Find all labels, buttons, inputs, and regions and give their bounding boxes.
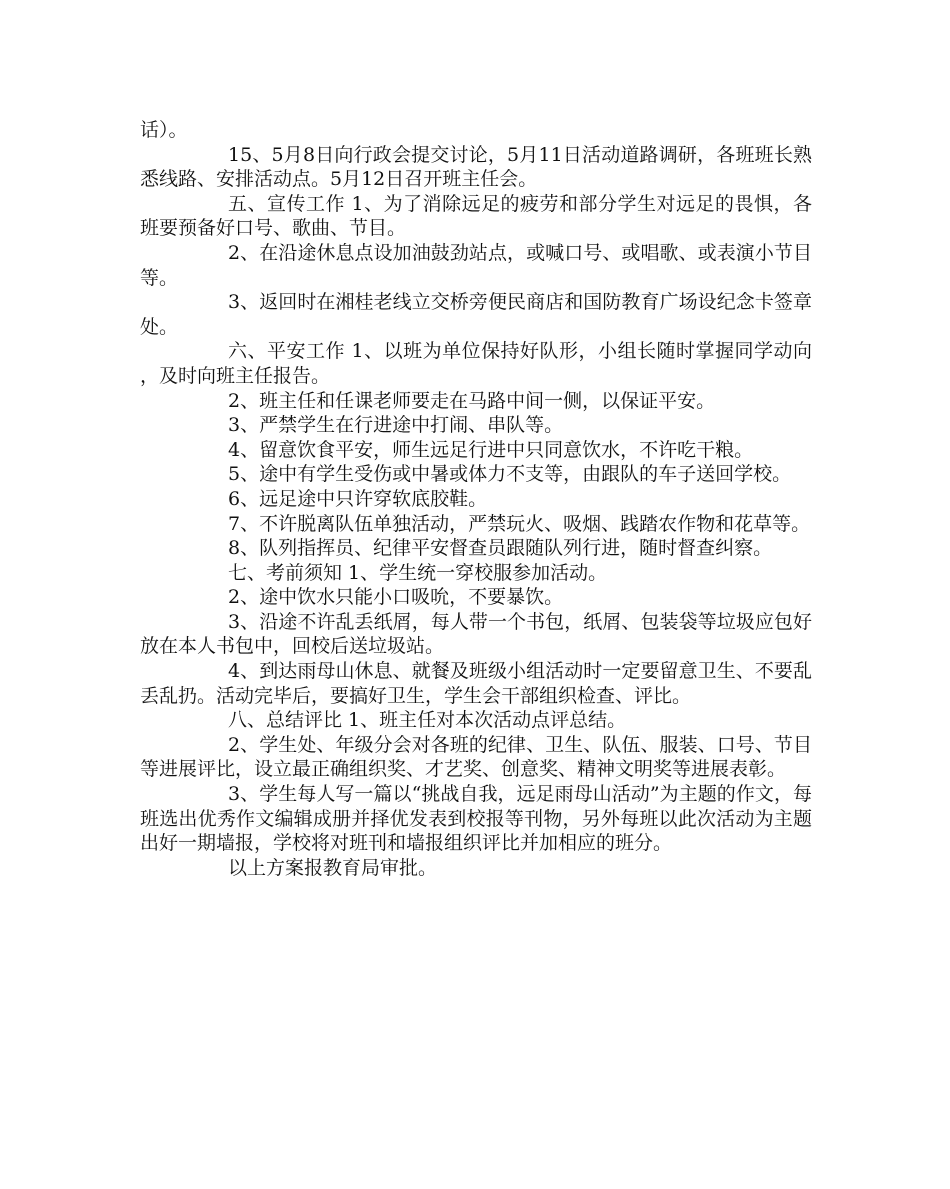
paragraph: 2、班主任和任课老师要走在马路中间一侧，以保证平安。 [228, 389, 716, 412]
paragraph: 八、总结评比 1、班主任对本次活动点评总结。 [228, 709, 627, 732]
paragraph: 7、不许脱离队伍单独活动，严禁玩火、吸烟、践踏农作物和花草等。 [228, 512, 811, 535]
paragraph: 六、平安工作 1、以班为单位保持好队形，小组长随时掌握同学动向，及时向班主任报告。 [140, 340, 812, 387]
paragraph: 七、考前须知 1、学生统一穿校服参加活动。 [228, 561, 608, 584]
paragraph: 4、留意饮食平安，师生远足行进中只同意饮水，不许吃干粮。 [228, 438, 754, 461]
paragraph: 3、沿途不许乱丢纸屑，每人带一个书包，纸屑、包装袋等垃圾应包好放在本人书包中，回校后送垃圾站。 [140, 610, 812, 658]
paragraph: 2、学生处、年级分会对各班的纪律、卫生、队伍、服装、口号、节目等进展评比，设立最正确组织奖、才艺奖、创意奖、精神文明奖等进展表彰。 [140, 733, 812, 781]
paragraph: 五、宣传工作 1、为了消除远足的疲劳和部分学生对远足的畏惧，各班要预备好口号、歌曲、节目。 [140, 192, 812, 240]
paragraph: 以上方案报教育局审批。 [228, 856, 438, 879]
document-page [140, 118, 812, 880]
paragraph: 4、到达雨母山休息、就餐及班级小组活动时一定要留意卫生、不要乱丢乱扔。活动完毕后，要搞好卫生，学生会干部组织检查、评比。 [140, 660, 812, 707]
paragraph: 8、队列指挥员、纪律平安督查员跟随队列行进，随时督查纠察。 [228, 537, 773, 560]
paragraph: 3、返回时在湘桂老线立交桥旁便民商店和国防教育广场设纪念卡签章处。 [140, 291, 812, 338]
paragraph: 2、在沿途休息点设加油鼓劲站点，或喊口号、或唱歌、或表演小节目等。 [140, 241, 812, 289]
paragraph: 6、远足途中只许穿软底胶鞋。 [228, 487, 488, 510]
paragraph: 5、途中有学生受伤或中暑或体力不支等，由跟队的车子送回学校。 [228, 463, 792, 486]
paragraph: 3、学生每人写一篇以“挑战自我，远足雨母山活动”为主题的作文，每班选出优秀作文编辑成册并择优发表到校报等刊物，另外每班以此次活动为主题出好一期墙报，学校将对班刊和墙报组织评比并加相应的班分。 [140, 783, 812, 855]
paragraph: 话）。 [140, 119, 188, 141]
paragraph: 15、5月8日向行政会提交讨论，5月11日活动道路调研，各班班长熟悉线路、安排活动点。5月12日召开班主任会。 [140, 143, 812, 191]
paragraph: 3、严禁学生在行进途中打闹、串队等。 [228, 414, 564, 437]
paragraph: 2、途中饮水只能小口吸吮，不要暴饮。 [228, 586, 564, 609]
